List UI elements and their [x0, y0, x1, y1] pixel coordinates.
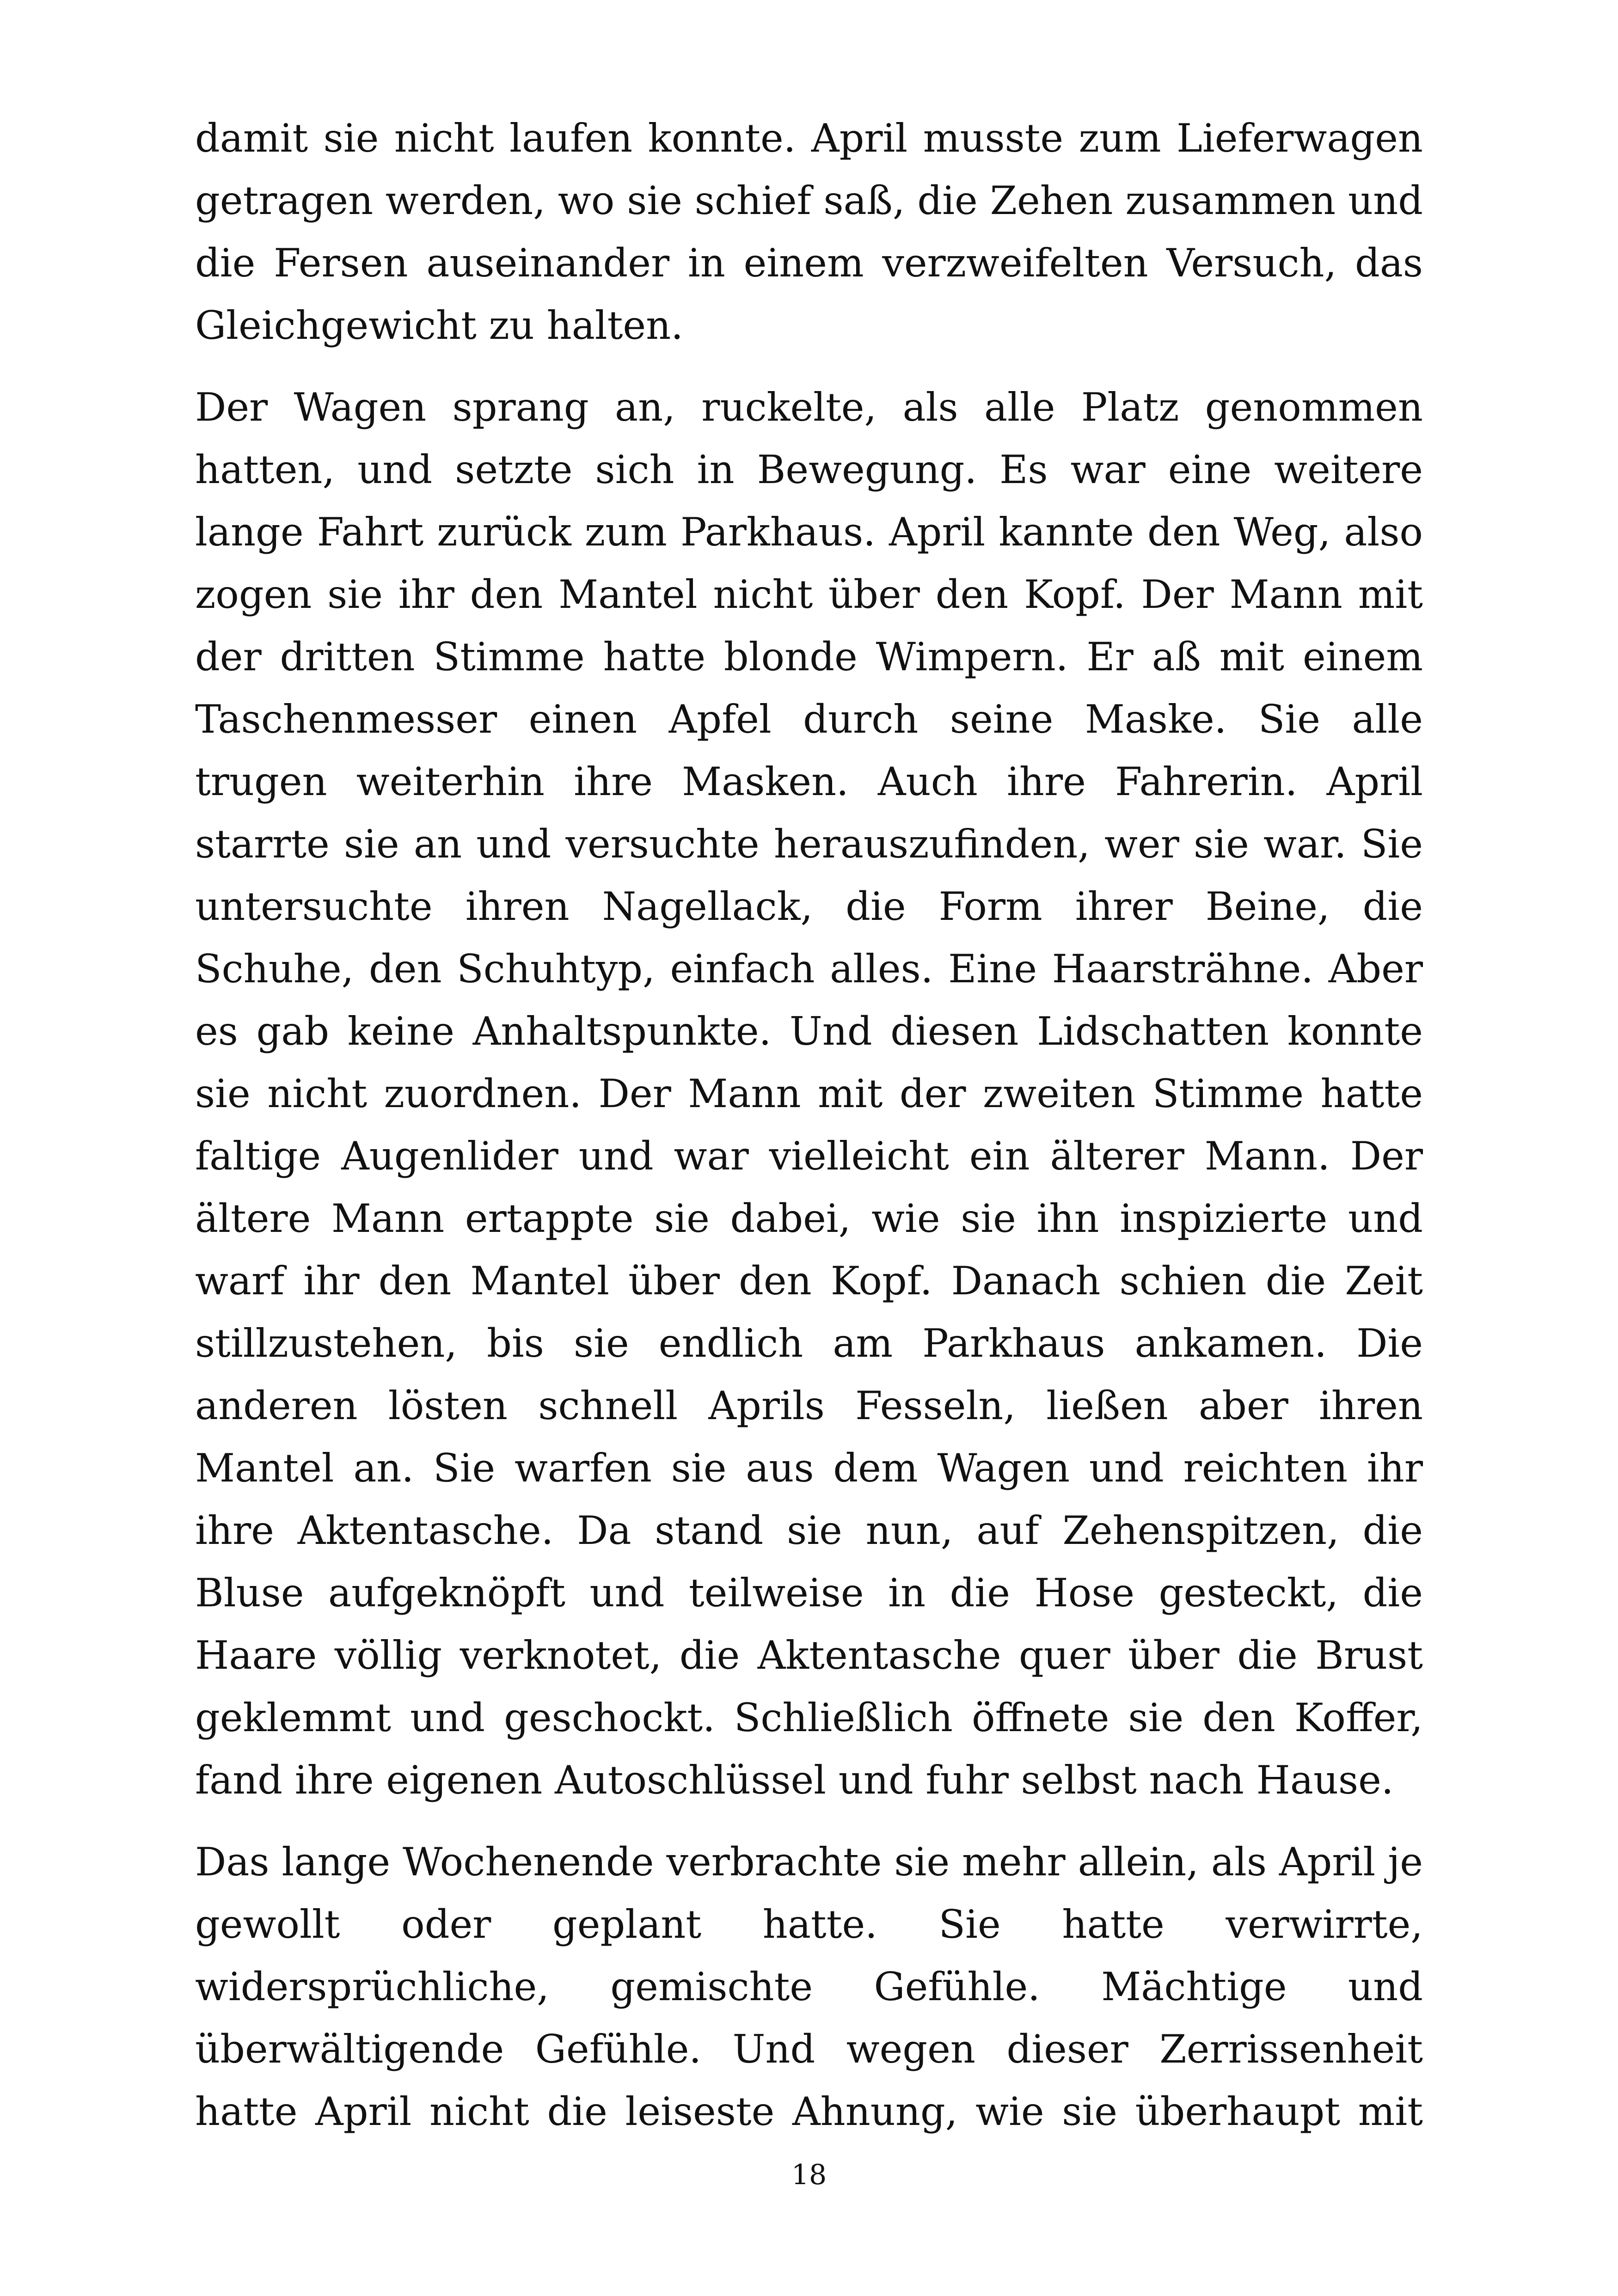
paragraph-1: damit sie nicht laufen konnte. April musste zum Lieferwagen getragen werden, wo sie schief saß, die Zehen zusammen und die Fersen auseinander in einem verzweifelten Versuch, das Gleichgewicht zu halten.	[195, 116, 1423, 348]
paragraph-3: Das lange Wochenende verbrachte sie mehr allein, als April je gewollt oder geplant hatte. Sie hatte verwirrte, widersprüchliche, gemischte Gefühle. Mächtige und überwältigende Gefühle. Und wegen dieser Zerrissenheit hatte April nicht die leiseste Ahnung, wie sie überhaupt mit	[195, 1839, 1423, 2134]
page-number: 18	[791, 2159, 827, 2191]
body-text	[195, 107, 1423, 2143]
paragraph-2: Der Wagen sprang an, ruckelte, als alle Platz genommen hatten, und setzte sich in Bewegung. Es war eine weitere lange Fahrt zurück zum Parkhaus. April kannte den Weg, also zogen sie ihr den Mantel nicht über den Kopf. Der Mann mit der dritten Stimme hatte blonde Wimpern. Er aß mit einem Taschenmesser einen Apfel durch seine Maske. Sie alle trugen weiterhin ihre Masken. Auch ihre Fahrerin. April starrte sie an und versuchte herauszufinden, wer sie war. Sie untersuchte ihren Nagellack, die Form ihrer Beine, die Schuhe, den Schuhtyp, einfach alles. Eine Haarsträhne. Aber es gab keine Anhaltspunkte. Und diesen Lidschatten konnte sie nicht zuordnen. Der Mann mit der zweiten Stimme hatte faltige Augenlider und war vielleicht ein älterer Mann. Der ältere Mann ertappte sie dabei, wie sie ihn inspizierte und warf ihr den Mantel über den Kopf. Danach schien die Zeit stillzustehen, bis sie endlich am Parkhaus ankamen. Die anderen lösten schnell Aprils Fesseln, ließen aber ihren Mantel an. Sie warfen sie aus dem Wagen und reichten ihr ihre Aktentasche. Da stand sie nun, auf Zehenspitzen, die Bluse aufgeknöpft und teilweise in die Hose gesteckt, die Haare völlig verknotet, die Aktentasche quer über die Brust geklemmt und geschockt. Schließlich öffnete sie den Koffer, fand ihre eigenen Autoschlüssel und fuhr selbst nach Hause.	[195, 385, 1423, 1803]
